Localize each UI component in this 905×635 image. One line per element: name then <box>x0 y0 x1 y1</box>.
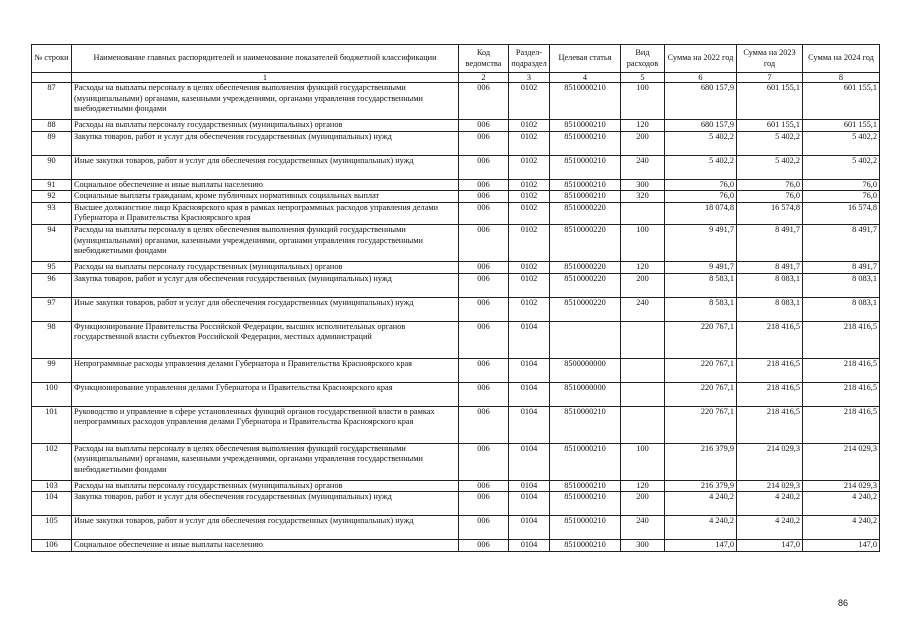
row-number-cell: 94 <box>32 225 72 262</box>
header-row-number: № строки <box>32 45 72 73</box>
table-row <box>32 480 880 492</box>
sum-2022-cell: 76,0 <box>665 191 737 203</box>
sum-2024-cell: 218 416,5 <box>803 358 880 382</box>
row-name-cell: Иные закупки товаров, работ и услуг для обеспечения государственных (муниципальных) нужд <box>72 516 459 540</box>
target-item-cell: 8510000210 <box>550 540 621 552</box>
expense-type-cell: 120 <box>621 480 665 492</box>
column-number: 8 <box>803 73 880 83</box>
sum-2022-cell: 9 491,7 <box>665 225 737 262</box>
target-item-cell: 8510000210 <box>550 191 621 203</box>
section-cell: 0102 <box>509 273 550 297</box>
row-name-cell: Социальные выплаты гражданам, кроме публичных нормативных социальных выплат <box>72 191 459 203</box>
sum-2024-cell: 218 416,5 <box>803 406 880 443</box>
expense-type-cell: 100 <box>621 443 665 480</box>
section-cell: 0104 <box>509 321 550 358</box>
row-name-cell: Иные закупки товаров, работ и услуг для обеспечения государственных (муниципальных) нужд <box>72 155 459 179</box>
section-cell: 0102 <box>509 262 550 274</box>
department-code-cell: 006 <box>459 516 509 540</box>
section-cell: 0102 <box>509 131 550 155</box>
column-number: 6 <box>665 73 737 83</box>
row-name-cell: Функционирование Правительства Российской Федерации, высших исполнительных органов государственной власти субъектов Российской Федерации, местных администраций <box>72 321 459 358</box>
column-number-row <box>32 73 880 83</box>
target-item-cell: 8510000210 <box>550 406 621 443</box>
header-expense-type: Вид расходов <box>621 45 665 73</box>
row-name-cell: Расходы на выплаты персоналу в целях обеспечения выполнения функций государственными (муниципальными) органами, казенными учреждениями, органами управления государственными внебюджетными фондами <box>72 443 459 480</box>
table-body <box>32 83 880 552</box>
sum-2022-cell: 8 583,1 <box>665 297 737 321</box>
department-code-cell: 006 <box>459 492 509 516</box>
table-row <box>32 382 880 406</box>
sum-2024-cell: 8 491,7 <box>803 225 880 262</box>
row-number-cell: 97 <box>32 297 72 321</box>
sum-2023-cell: 8 083,1 <box>737 297 803 321</box>
expense-type-cell: 240 <box>621 155 665 179</box>
sum-2023-cell: 4 240,2 <box>737 492 803 516</box>
row-number-cell: 99 <box>32 358 72 382</box>
target-item-cell: 8510000220 <box>550 262 621 274</box>
section-cell: 0102 <box>509 155 550 179</box>
expense-type-cell: 200 <box>621 492 665 516</box>
sum-2023-cell: 147,0 <box>737 540 803 552</box>
sum-2022-cell: 5 402,2 <box>665 131 737 155</box>
row-number-cell: 105 <box>32 516 72 540</box>
department-code-cell: 006 <box>459 191 509 203</box>
section-cell: 0102 <box>509 225 550 262</box>
expense-type-cell: 240 <box>621 297 665 321</box>
sum-2024-cell: 76,0 <box>803 179 880 191</box>
header-sum-2022: Сумма на 2022 год <box>665 45 737 73</box>
target-item-cell: 8510000220 <box>550 273 621 297</box>
expense-type-cell: 200 <box>621 273 665 297</box>
row-name-cell: Расходы на выплаты персоналу государственных (муниципальных) органов <box>72 120 459 132</box>
row-number-cell: 96 <box>32 273 72 297</box>
row-name-cell: Закупка товаров, работ и услуг для обеспечения государственных (муниципальных) нужд <box>72 492 459 516</box>
sum-2024-cell: 4 240,2 <box>803 516 880 540</box>
sum-2022-cell: 216 379,9 <box>665 480 737 492</box>
sum-2023-cell: 214 029,3 <box>737 443 803 480</box>
header-sum-2024: Сумма на 2024 год <box>803 45 880 73</box>
section-cell: 0104 <box>509 540 550 552</box>
expense-type-cell: 120 <box>621 120 665 132</box>
expense-type-cell <box>621 358 665 382</box>
sum-2023-cell: 76,0 <box>737 179 803 191</box>
expense-type-cell: 300 <box>621 179 665 191</box>
expense-type-cell <box>621 321 665 358</box>
section-cell: 0104 <box>509 480 550 492</box>
department-code-cell: 006 <box>459 321 509 358</box>
row-number-cell: 91 <box>32 179 72 191</box>
column-number: 1 <box>72 73 459 83</box>
table-row <box>32 262 880 274</box>
department-code-cell: 006 <box>459 131 509 155</box>
expense-type-cell: 320 <box>621 191 665 203</box>
section-cell: 0102 <box>509 179 550 191</box>
target-item-cell: 8510000210 <box>550 443 621 480</box>
table-row <box>32 273 880 297</box>
department-code-cell: 006 <box>459 443 509 480</box>
sum-2023-cell: 5 402,2 <box>737 155 803 179</box>
department-code-cell: 006 <box>459 155 509 179</box>
department-code-cell: 006 <box>459 120 509 132</box>
table-row <box>32 358 880 382</box>
target-item-cell: 8510000220 <box>550 202 621 224</box>
row-name-cell: Расходы на выплаты персоналу в целях обеспечения выполнения функций государственными (муниципальными) органами, казенными учреждениями, органами управления государственными внебюджетными фондами <box>72 83 459 120</box>
target-item-cell: 8510000210 <box>550 155 621 179</box>
row-name-cell: Расходы на выплаты персоналу государственных (муниципальных) органов <box>72 262 459 274</box>
sum-2023-cell: 214 029,3 <box>737 480 803 492</box>
row-name-cell: Социальное обеспечение и иные выплаты населению <box>72 179 459 191</box>
sum-2024-cell: 8 083,1 <box>803 273 880 297</box>
section-cell: 0104 <box>509 443 550 480</box>
sum-2022-cell: 4 240,2 <box>665 516 737 540</box>
table-row <box>32 131 880 155</box>
department-code-cell: 006 <box>459 540 509 552</box>
table-row <box>32 321 880 358</box>
sum-2023-cell: 4 240,2 <box>737 516 803 540</box>
table-row <box>32 225 880 262</box>
target-item-cell: 8510000000 <box>550 382 621 406</box>
sum-2023-cell: 218 416,5 <box>737 382 803 406</box>
column-number: 5 <box>621 73 665 83</box>
department-code-cell: 006 <box>459 83 509 120</box>
sum-2022-cell: 220 767,1 <box>665 321 737 358</box>
row-number-cell: 92 <box>32 191 72 203</box>
row-name-cell: Функционирование управления делами Губернатора и Правительства Красноярского края <box>72 382 459 406</box>
expense-type-cell: 100 <box>621 83 665 120</box>
sum-2024-cell: 147,0 <box>803 540 880 552</box>
sum-2022-cell: 680 157,9 <box>665 83 737 120</box>
row-number-cell: 106 <box>32 540 72 552</box>
header-target-item: Целевая статья <box>550 45 621 73</box>
row-name-cell: Расходы на выплаты персоналу государственных (муниципальных) органов <box>72 480 459 492</box>
section-cell: 0104 <box>509 358 550 382</box>
row-number-cell: 90 <box>32 155 72 179</box>
sum-2022-cell: 4 240,2 <box>665 492 737 516</box>
sum-2023-cell: 218 416,5 <box>737 358 803 382</box>
row-name-cell: Иные закупки товаров, работ и услуг для обеспечения государственных (муниципальных) нужд <box>72 297 459 321</box>
table-row <box>32 540 880 552</box>
department-code-cell: 006 <box>459 480 509 492</box>
row-name-cell: Расходы на выплаты персоналу в целях обеспечения выполнения функций государственными (муниципальными) органами, казенными учреждениями, органами управления государственными внебюджетными фондами <box>72 225 459 262</box>
sum-2024-cell: 214 029,3 <box>803 480 880 492</box>
section-cell: 0102 <box>509 191 550 203</box>
sum-2022-cell: 220 767,1 <box>665 406 737 443</box>
section-cell: 0102 <box>509 297 550 321</box>
target-item-cell: 8510000210 <box>550 120 621 132</box>
table-header-row <box>32 45 880 73</box>
header-section: Раздел-подраздел <box>509 45 550 73</box>
row-name-cell: Социальное обеспечение и иные выплаты населению <box>72 540 459 552</box>
department-code-cell: 006 <box>459 382 509 406</box>
section-cell: 0102 <box>509 83 550 120</box>
column-number: 3 <box>509 73 550 83</box>
sum-2022-cell: 18 074,8 <box>665 202 737 224</box>
sum-2022-cell: 8 583,1 <box>665 273 737 297</box>
column-number: 7 <box>737 73 803 83</box>
table-row <box>32 155 880 179</box>
sum-2022-cell: 147,0 <box>665 540 737 552</box>
sum-2024-cell: 214 029,3 <box>803 443 880 480</box>
target-item-cell: 8510000210 <box>550 516 621 540</box>
sum-2024-cell: 76,0 <box>803 191 880 203</box>
target-item-cell: 8510000220 <box>550 225 621 262</box>
row-number-cell: 89 <box>32 131 72 155</box>
expense-type-cell: 240 <box>621 516 665 540</box>
sum-2022-cell: 76,0 <box>665 179 737 191</box>
row-name-cell: Непрограммные расходы управления делами Губернатора и Правительства Красноярского края <box>72 358 459 382</box>
header-sum-2023: Сумма на 2023 год <box>737 45 803 73</box>
target-item-cell: 8510000210 <box>550 131 621 155</box>
table-row <box>32 492 880 516</box>
section-cell: 0102 <box>509 120 550 132</box>
row-number-cell: 104 <box>32 492 72 516</box>
sum-2023-cell: 601 155,1 <box>737 120 803 132</box>
sum-2024-cell: 601 155,1 <box>803 83 880 120</box>
sum-2024-cell: 218 416,5 <box>803 321 880 358</box>
sum-2024-cell: 601 155,1 <box>803 120 880 132</box>
column-number-blank <box>32 73 72 83</box>
sum-2022-cell: 5 402,2 <box>665 155 737 179</box>
sum-2024-cell: 5 402,2 <box>803 155 880 179</box>
sum-2024-cell: 4 240,2 <box>803 492 880 516</box>
table-row <box>32 83 880 120</box>
department-code-cell: 006 <box>459 225 509 262</box>
sum-2024-cell: 16 574,8 <box>803 202 880 224</box>
sum-2022-cell: 220 767,1 <box>665 382 737 406</box>
row-number-cell: 101 <box>32 406 72 443</box>
department-code-cell: 006 <box>459 202 509 224</box>
sum-2023-cell: 8 083,1 <box>737 273 803 297</box>
section-cell: 0104 <box>509 492 550 516</box>
department-code-cell: 006 <box>459 297 509 321</box>
sum-2023-cell: 218 416,5 <box>737 321 803 358</box>
sum-2023-cell: 16 574,8 <box>737 202 803 224</box>
sum-2023-cell: 218 416,5 <box>737 406 803 443</box>
table-row <box>32 516 880 540</box>
target-item-cell: 8500000000 <box>550 358 621 382</box>
row-name-cell: Руководство и управление в сфере установленных функций органов государственной власти в рамках непрограммных расходов управления делами Губернатора и Правительства Красноярского края <box>72 406 459 443</box>
department-code-cell: 006 <box>459 273 509 297</box>
row-name-cell: Высшее должностное лицо Красноярского края в рамках непрограммных расходов управления делами Губернатора и Правительства Красноярского края <box>72 202 459 224</box>
target-item-cell: 8510000210 <box>550 492 621 516</box>
sum-2024-cell: 218 416,5 <box>803 382 880 406</box>
sum-2023-cell: 601 155,1 <box>737 83 803 120</box>
target-item-cell: 8510000210 <box>550 83 621 120</box>
table-row <box>32 202 880 224</box>
row-number-cell: 102 <box>32 443 72 480</box>
sum-2022-cell: 220 767,1 <box>665 358 737 382</box>
row-number-cell: 103 <box>32 480 72 492</box>
row-number-cell: 98 <box>32 321 72 358</box>
header-department-code: Код ведомства <box>459 45 509 73</box>
row-name-cell: Закупка товаров, работ и услуг для обеспечения государственных (муниципальных) нужд <box>72 131 459 155</box>
column-number: 4 <box>550 73 621 83</box>
table-row <box>32 443 880 480</box>
department-code-cell: 006 <box>459 358 509 382</box>
department-code-cell: 006 <box>459 179 509 191</box>
expense-type-cell: 300 <box>621 540 665 552</box>
expense-type-cell: 120 <box>621 262 665 274</box>
sum-2022-cell: 216 379,9 <box>665 443 737 480</box>
page-number: 86 <box>837 598 848 608</box>
sum-2022-cell: 9 491,7 <box>665 262 737 274</box>
row-number-cell: 93 <box>32 202 72 224</box>
row-number-cell: 100 <box>32 382 72 406</box>
column-number: 2 <box>459 73 509 83</box>
target-item-cell <box>550 321 621 358</box>
expense-type-cell <box>621 406 665 443</box>
table-row <box>32 406 880 443</box>
section-cell: 0104 <box>509 382 550 406</box>
table-row <box>32 191 880 203</box>
sum-2024-cell: 8 083,1 <box>803 297 880 321</box>
sum-2022-cell: 680 157,9 <box>665 120 737 132</box>
section-cell: 0104 <box>509 406 550 443</box>
sum-2023-cell: 76,0 <box>737 191 803 203</box>
sum-2023-cell: 8 491,7 <box>737 262 803 274</box>
sum-2023-cell: 5 402,2 <box>737 131 803 155</box>
department-code-cell: 006 <box>459 406 509 443</box>
row-number-cell: 95 <box>32 262 72 274</box>
department-code-cell: 006 <box>459 262 509 274</box>
expense-type-cell <box>621 382 665 406</box>
row-name-cell: Закупка товаров, работ и услуг для обеспечения государственных (муниципальных) нужд <box>72 273 459 297</box>
table-row <box>32 179 880 191</box>
row-number-cell: 87 <box>32 83 72 120</box>
expense-type-cell: 100 <box>621 225 665 262</box>
target-item-cell: 8510000220 <box>550 297 621 321</box>
table-row <box>32 120 880 132</box>
expense-type-cell: 200 <box>621 131 665 155</box>
header-name: Наименование главных распорядителей и наименование показателей бюджетной классификации <box>72 45 459 73</box>
sum-2024-cell: 8 491,7 <box>803 262 880 274</box>
sum-2023-cell: 8 491,7 <box>737 225 803 262</box>
target-item-cell: 8510000210 <box>550 480 621 492</box>
budget-table <box>31 44 880 552</box>
row-number-cell: 88 <box>32 120 72 132</box>
table-row <box>32 297 880 321</box>
sum-2024-cell: 5 402,2 <box>803 131 880 155</box>
section-cell: 0104 <box>509 516 550 540</box>
target-item-cell: 8510000210 <box>550 179 621 191</box>
section-cell: 0102 <box>509 202 550 224</box>
expense-type-cell <box>621 202 665 224</box>
